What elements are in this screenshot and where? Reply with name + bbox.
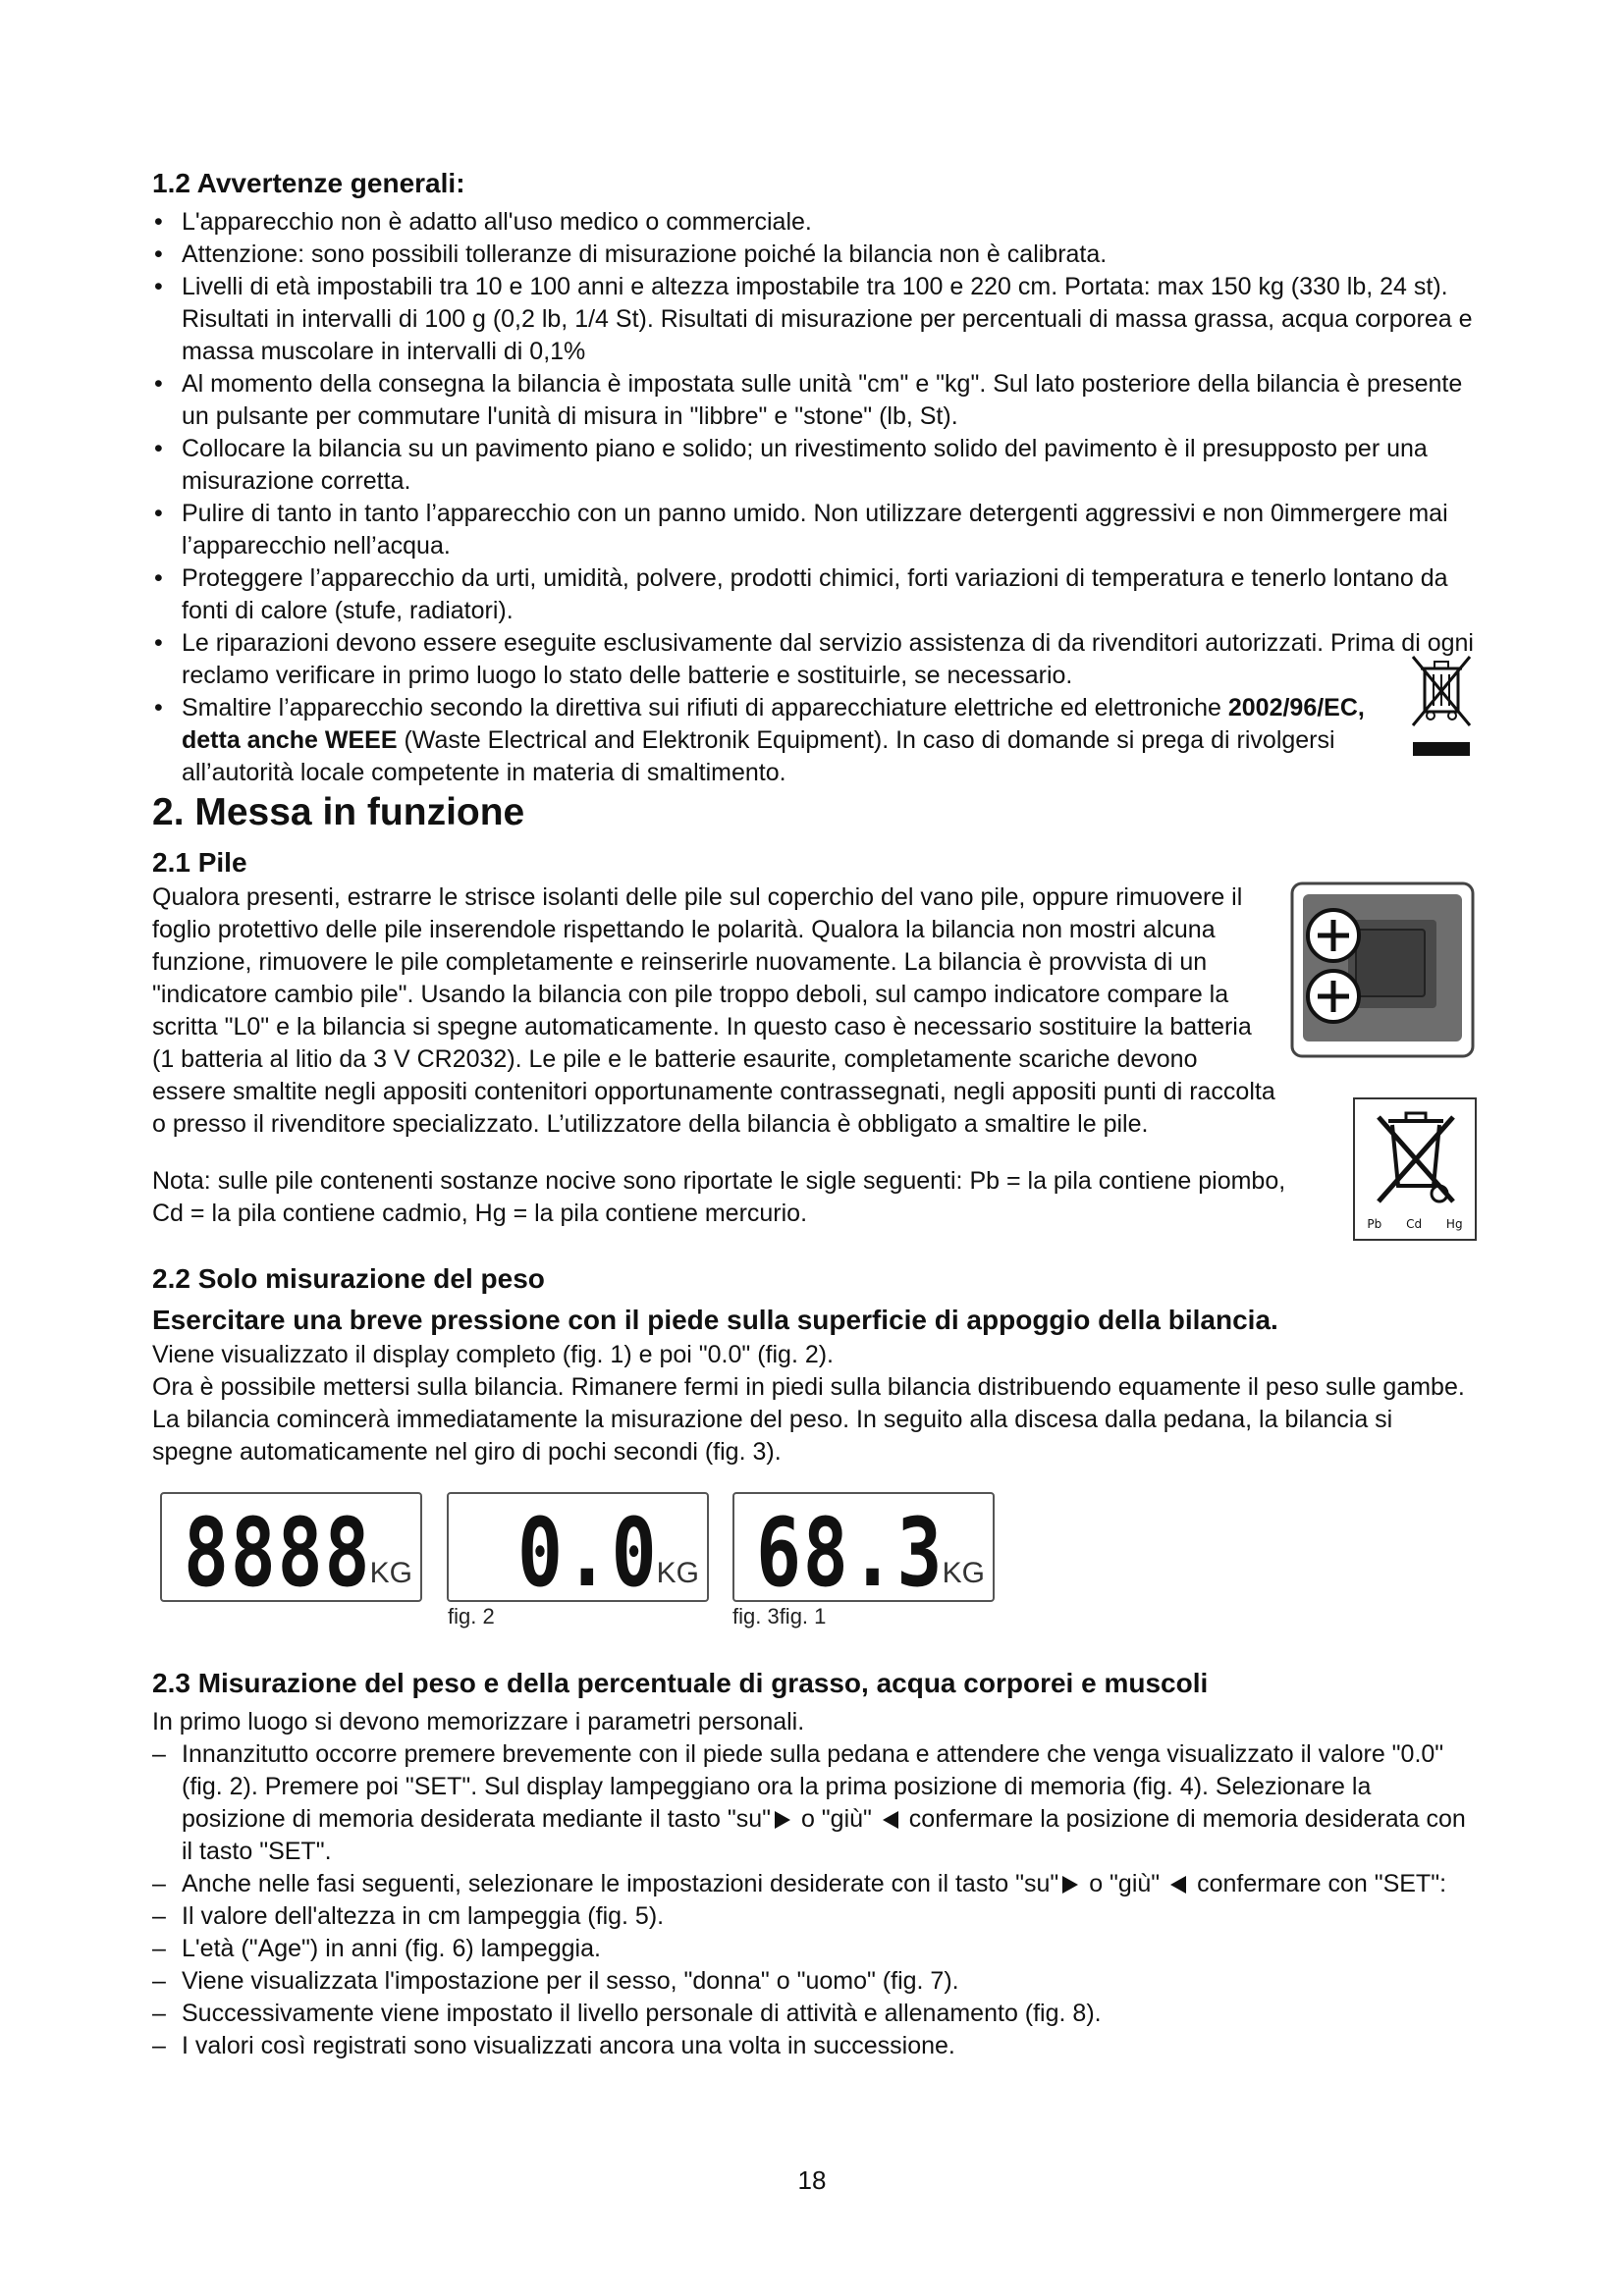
step-text: confermare con "SET": bbox=[1190, 1870, 1447, 1897]
step-text: Innanzitutto occorre premere brevemente con il piede sulla pedana e attendere che venga visualizzato il valore "0.0" (fig. 2). Premere poi "SET". Sul display lampeggiano ora la prima posizione di memoria (fig. 4). Selezionare la posizione di memoria desiderata mediante il tasto "su" bbox=[182, 1740, 1444, 1833]
lcd-unit: KG bbox=[369, 1557, 412, 1589]
lcd-digits: 8888 bbox=[183, 1498, 371, 1608]
lcd-unit: KG bbox=[942, 1557, 985, 1589]
warning-item: • Livelli di età impostabili tra 10 e 100 anni e altezza impostabile tra 100 e 220 cm. Portata: max 150 kg (330 lb, 24 st). Risultati in intervalli di 100 g (0,2 lb, 1/4 St). Risultati di misurazione per percentuali di massa grassa, acqua corporea e massa muscolare in intervalli di 0,1% bbox=[152, 271, 1478, 368]
general-warnings-list bbox=[152, 206, 1478, 789]
setup-step bbox=[152, 1868, 1478, 1900]
step-text: o "giù" bbox=[1082, 1870, 1167, 1897]
section-2-1-heading: 2.1 Pile bbox=[152, 847, 247, 878]
section-1-2-heading: 1.2 Avvertenze generali: bbox=[152, 168, 465, 198]
down-arrow-icon bbox=[883, 1811, 898, 1829]
battery-disposal-box bbox=[1353, 1097, 1477, 1241]
setup-steps-list bbox=[152, 1738, 1478, 2062]
up-arrow-icon bbox=[775, 1811, 790, 1829]
section-2-3-intro: In primo luogo si devono memorizzare i parametri personali. bbox=[152, 1708, 805, 1735]
lcd-display-full bbox=[160, 1492, 422, 1608]
section-2-2-heading: 2.2 Solo misurazione del peso bbox=[152, 1263, 545, 1294]
setup-step: – I valori così registrati sono visualizzati ancora una volta in successione. bbox=[152, 2030, 1478, 2062]
step-text: o "giù" bbox=[794, 1805, 879, 1833]
setup-step bbox=[152, 1738, 1478, 1868]
battery-instructions: Qualora presenti, estrarre le strisce isolanti delle pile sul coperchio del vano pile, oppure rimuovere il foglio protettivo delle pile inserendole rispettando le polarità. Qualora la bilancia non mostri alcuna funzione, rimuovere le pile completamente e reinserirle nuovamente. La bilancia è provvista di un "indicatore cambio pile". Usando la bilancia con pile troppo deboli, sul campo indicatore compare la scritta "L0" e la bilancia si spegne automaticamente. In questo caso è necessario sostituire la batteria (1 batteria al litio da 3 V CR2032). Le pile e le batterie esaurite, completamente scariche devono essere smaltite negli appositi contenitori opportunamente contrassegnati, negli appositi punti di raccolta o presso il rivenditore specializzato. L’utilizzatore della bilancia è obbligato a smaltire le pile. bbox=[152, 883, 1275, 1138]
setup-step: – L'età ("Age") in anni (fig. 6) lampeggia. bbox=[152, 1933, 1478, 1965]
lcd-display-zero bbox=[447, 1492, 709, 1608]
lcd-unit: KG bbox=[656, 1557, 699, 1589]
section-2-3-heading: 2.3 Misurazione del peso e della percentuale di grasso, acqua corporei e muscoli bbox=[152, 1668, 1209, 1698]
press-instruction: Esercitare una breve pressione con il piede sulla superficie di appoggio della bilancia. bbox=[152, 1305, 1278, 1335]
figure-caption: fig. 2 bbox=[448, 1604, 495, 1629]
label-cd: Cd bbox=[1406, 1217, 1423, 1231]
label-hg: Hg bbox=[1445, 1217, 1463, 1231]
warning-item: • Collocare la bilancia su un pavimento piano e solido; un rivestimento solido del pavimento è il presupposto per una misurazione corretta. bbox=[152, 433, 1478, 498]
warning-item: • Le riparazioni devono essere eseguite esclusivamente dal servizio assistenza di da rivenditori autorizzati. Prima di ogni reclamo verificare in primo luogo lo stato delle batterie e sostituirle, se necessario. bbox=[152, 627, 1478, 692]
warning-item: • L'apparecchio non è adatto all'uso medico o commerciale. bbox=[152, 206, 1478, 239]
lcd-digits: 68.3 bbox=[755, 1498, 944, 1608]
weee-text-post: (Waste Electrical and Elektronik Equipment). In caso di domande si prega di rivolgersi all’autorità locale competente in materia di smaltimento. bbox=[182, 726, 1335, 786]
warning-item: • Pulire di tanto in tanto l’apparecchio con un panno umido. Non utilizzare detergenti aggressivi e non 0immergere mai l’apparecchio nell’acqua. bbox=[152, 498, 1478, 562]
lcd-digits: 0.0 bbox=[516, 1498, 658, 1608]
setup-step: – Il valore dell'altezza in cm lampeggia (fig. 5). bbox=[152, 1900, 1478, 1933]
weee-directive: 2002/96/EC, detta anche WEEE bbox=[182, 694, 1365, 754]
step-text: Anche nelle fasi seguenti, selezionare le impostazioni desiderate con il tasto "su" bbox=[182, 1870, 1059, 1897]
figure-caption: fig. 3fig. 1 bbox=[732, 1604, 827, 1629]
warning-item: • Al momento della consegna la bilancia è impostata sulle unità "cm" e "kg". Sul lato posteriore della bilancia è presente un pulsante per commutare l'unità di misura in "libbre" e "stone" (lb, St). bbox=[152, 368, 1478, 433]
weee-text-pre: Smaltire l’apparecchio secondo la direttiva sui rifiuti di apparecchiature elettriche ed elettroniche bbox=[182, 694, 1228, 721]
crossed-bin-icon bbox=[1407, 651, 1476, 764]
lcd-display-weight bbox=[732, 1492, 995, 1608]
weighing-instructions: Ora è possibile mettersi sulla bilancia. Rimanere fermi in piedi sulla bilancia distribuendo equamente il peso sulle gambe. La bilancia comincerà immediatamente la misurazione del peso. In seguito alla discesa dalla pedana, la bilancia si spegne automaticamente nel giro di pochi secondi (fig. 3). bbox=[152, 1373, 1465, 1466]
section-2-heading: 2. Messa in funzione bbox=[152, 791, 525, 833]
warning-item-weee bbox=[152, 692, 1478, 789]
setup-step: – Successivamente viene impostato il livello personale di attività e allenamento (fig. 8). bbox=[152, 1998, 1478, 2030]
step-text: confermare la posizione di memoria desiderata con il tasto "SET". bbox=[182, 1805, 1466, 1865]
down-arrow-icon bbox=[1170, 1876, 1186, 1894]
page-number: 18 bbox=[797, 2165, 827, 2195]
warning-item: • Proteggere l’apparecchio da urti, umidità, polvere, prodotti chimici, forti variazioni di temperatura e tenerlo lontano da fonti di calore (stufe, radiatori). bbox=[152, 562, 1478, 627]
warning-item: • Attenzione: sono possibili tolleranze di misurazione poiché la bilancia non è calibrata. bbox=[152, 239, 1478, 271]
up-arrow-icon bbox=[1062, 1876, 1078, 1894]
heavy-metal-labels bbox=[1355, 1217, 1475, 1231]
battery-compartment-icon bbox=[1289, 881, 1476, 1059]
setup-step: – Viene visualizzata l'impostazione per il sesso, "donna" o "uomo" (fig. 7). bbox=[152, 1965, 1478, 1998]
display-description: Viene visualizzato il display completo (fig. 1) e poi "0.0" (fig. 2). bbox=[152, 1341, 835, 1368]
battery-bin-icon bbox=[1355, 1099, 1475, 1215]
battery-note: Nota: sulle pile contenenti sostanze nocive sono riportate le sigle seguenti: Pb = la pila contiene piombo, Cd = la pila contiene cadmio, Hg = la pila contiene mercurio. bbox=[152, 1167, 1286, 1227]
label-pb: Pb bbox=[1367, 1217, 1382, 1231]
